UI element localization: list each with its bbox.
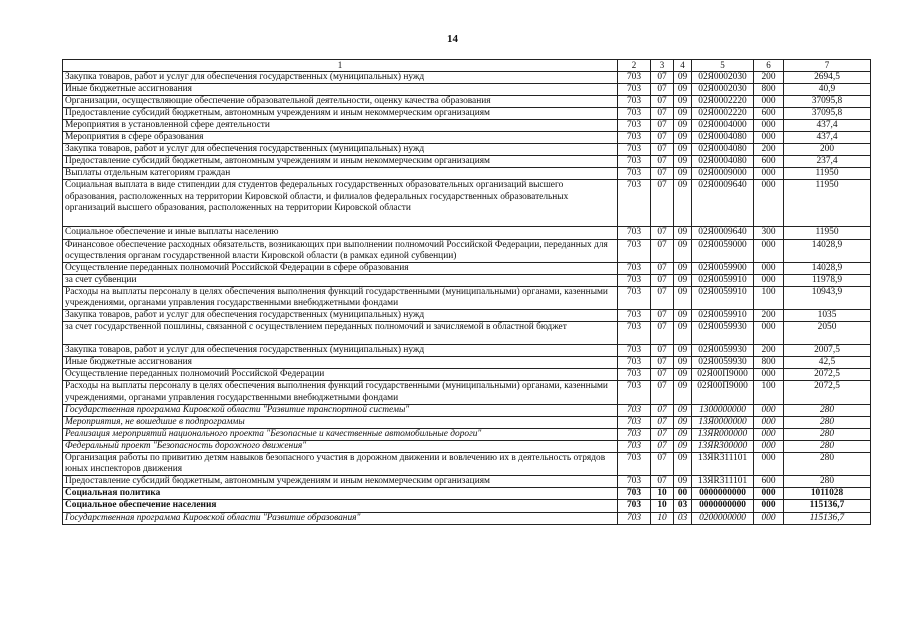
- row-subchapter: 09: [674, 168, 692, 180]
- row-section: 703: [618, 227, 651, 239]
- row-section: 703: [618, 512, 651, 524]
- row-section: 703: [618, 476, 651, 488]
- row-target-code: 02Я0002220: [692, 107, 754, 119]
- row-chapter: 07: [651, 262, 674, 274]
- row-subchapter: 09: [674, 310, 692, 322]
- row-expense-type: 200: [754, 345, 784, 357]
- row-section: 703: [618, 180, 651, 227]
- row-expense-type: 000: [754, 512, 784, 524]
- row-chapter: 07: [651, 107, 674, 119]
- row-section: 703: [618, 488, 651, 500]
- row-amount: 280: [784, 453, 871, 476]
- row-chapter: 07: [651, 453, 674, 476]
- row-amount: 14028,9: [784, 239, 871, 262]
- row-chapter: 07: [651, 322, 674, 345]
- row-target-code: 02Я0002220: [692, 95, 754, 107]
- row-section: 703: [618, 168, 651, 180]
- table-row: [63, 286, 871, 309]
- row-subchapter: 09: [674, 144, 692, 156]
- table-row: [63, 262, 871, 274]
- row-name: Иные бюджетные ассигнования: [63, 357, 618, 369]
- row-subchapter: 00: [674, 488, 692, 500]
- row-amount: 10943,9: [784, 286, 871, 309]
- row-name: Предоставление субсидий бюджетным, автономным учреждениям и иным некоммерческим организациям: [63, 107, 618, 119]
- row-amount: 437,4: [784, 132, 871, 144]
- row-section: 703: [618, 500, 651, 512]
- row-target-code: 02Я0004080: [692, 156, 754, 168]
- row-expense-type: 000: [754, 132, 784, 144]
- row-amount: 2050: [784, 322, 871, 345]
- row-target-code: 02Я0009640: [692, 227, 754, 239]
- row-subchapter: 09: [674, 440, 692, 452]
- row-target-code: 02Я0059930: [692, 357, 754, 369]
- table-row: [63, 500, 871, 512]
- row-target-code: 02Я0009000: [692, 168, 754, 180]
- row-name: Государственная программа Кировской области "Развитие образования": [63, 512, 618, 524]
- row-section: 703: [618, 357, 651, 369]
- row-expense-type: 100: [754, 286, 784, 309]
- table-row: [63, 144, 871, 156]
- row-expense-type: 600: [754, 156, 784, 168]
- table-row: [63, 119, 871, 131]
- row-target-code: 02Я0004000: [692, 119, 754, 131]
- row-target-code: 02Я0004080: [692, 132, 754, 144]
- row-chapter: 07: [651, 428, 674, 440]
- row-chapter: 10: [651, 488, 674, 500]
- row-subchapter: 09: [674, 322, 692, 345]
- row-target-code: 02Я0059910: [692, 310, 754, 322]
- header-cell: 6: [754, 60, 784, 72]
- row-expense-type: 800: [754, 357, 784, 369]
- row-section: 703: [618, 381, 651, 404]
- row-target-code: 02Я0004080: [692, 144, 754, 156]
- row-name: Осуществление переданных полномочий Российской Федерации: [63, 369, 618, 381]
- row-target-code: 0200000000: [692, 512, 754, 524]
- row-chapter: 07: [651, 310, 674, 322]
- row-amount: 280: [784, 416, 871, 428]
- row-section: 703: [618, 71, 651, 83]
- row-name: Организация работы по привитию детям навыков безопасного участия в дорожном движении и вовлечению их в деятельность отрядов юных инспекторов движения: [63, 453, 618, 476]
- row-amount: 11950: [784, 180, 871, 227]
- row-expense-type: 000: [754, 416, 784, 428]
- row-section: 703: [618, 440, 651, 452]
- row-target-code: 02Я0059930: [692, 322, 754, 345]
- row-name: Социальное обеспечение и иные выплаты населению: [63, 227, 618, 239]
- row-target-code: 02Я00П9000: [692, 369, 754, 381]
- row-amount: 1011028: [784, 488, 871, 500]
- row-subchapter: 09: [674, 453, 692, 476]
- row-name: за счет субвенции: [63, 274, 618, 286]
- header-row: [63, 60, 871, 72]
- row-expense-type: 000: [754, 404, 784, 416]
- row-name: Закупка товаров, работ и услуг для обеспечения государственных (муниципальных) нужд: [63, 144, 618, 156]
- row-target-code: 02Я0059910: [692, 286, 754, 309]
- row-name: Мероприятия в установленной сфере деятельности: [63, 119, 618, 131]
- table-row: [63, 440, 871, 452]
- row-section: 703: [618, 286, 651, 309]
- row-name: Предоставление субсидий бюджетным, автономным учреждениям и иным некоммерческим организациям: [63, 476, 618, 488]
- table-row: [63, 428, 871, 440]
- row-amount: 280: [784, 404, 871, 416]
- row-target-code: 13Я0000000: [692, 416, 754, 428]
- table-row: [63, 453, 871, 476]
- row-expense-type: 000: [754, 488, 784, 500]
- table-row: [63, 322, 871, 345]
- row-name: Иные бюджетные ассигнования: [63, 83, 618, 95]
- row-target-code: 13ЯR300000: [692, 440, 754, 452]
- row-expense-type: 600: [754, 476, 784, 488]
- row-section: 703: [618, 345, 651, 357]
- table-row: [63, 357, 871, 369]
- row-target-code: 13ЯR000000: [692, 428, 754, 440]
- row-target-code: 02Я0059900: [692, 262, 754, 274]
- row-section: 703: [618, 107, 651, 119]
- row-name: Социальная политика: [63, 488, 618, 500]
- row-name: Социальная выплата в виде стипендии для студентов федеральных государственных образовательных организаций высшего образования, расположенных на территории Кировской области, и филиалов федеральных государственных образовательных организаций высшего образования, расположенных на территории Кировской области: [63, 180, 618, 227]
- row-name: Федеральный проект "Безопасность дорожного движения": [63, 440, 618, 452]
- row-subchapter: 09: [674, 357, 692, 369]
- row-amount: 37095,8: [784, 107, 871, 119]
- row-expense-type: 200: [754, 71, 784, 83]
- table-row: [63, 512, 871, 524]
- row-section: 703: [618, 428, 651, 440]
- row-amount: 115136,7: [784, 512, 871, 524]
- row-chapter: 07: [651, 71, 674, 83]
- row-subchapter: 09: [674, 428, 692, 440]
- table-row: [63, 83, 871, 95]
- row-chapter: 07: [651, 440, 674, 452]
- table-row: [63, 345, 871, 357]
- row-subchapter: 09: [674, 95, 692, 107]
- row-target-code: 13ЯR311101: [692, 476, 754, 488]
- row-chapter: 07: [651, 369, 674, 381]
- row-subchapter: 09: [674, 416, 692, 428]
- row-section: 703: [618, 453, 651, 476]
- row-chapter: 07: [651, 156, 674, 168]
- table-row: [63, 107, 871, 119]
- header-cell: 5: [692, 60, 754, 72]
- row-name: за счет государственной пошлины, связанной с осуществлением переданных полномочий и зачисляемой в областной бюджет: [63, 322, 618, 345]
- row-name: Реализация мероприятий национального проекта "Безопасные и качественные автомобильные дороги": [63, 428, 618, 440]
- table-row: [63, 227, 871, 239]
- table-row: [63, 132, 871, 144]
- table-row: [63, 404, 871, 416]
- row-chapter: 07: [651, 274, 674, 286]
- row-amount: 115136,7: [784, 500, 871, 512]
- row-section: 703: [618, 239, 651, 262]
- row-target-code: 02Я00П9000: [692, 381, 754, 404]
- table-row: [63, 168, 871, 180]
- row-chapter: 07: [651, 227, 674, 239]
- row-amount: 40,9: [784, 83, 871, 95]
- row-section: 703: [618, 119, 651, 131]
- row-section: 703: [618, 95, 651, 107]
- row-name: Осуществление переданных полномочий Российской Федерации в сфере образования: [63, 262, 618, 274]
- row-chapter: 07: [651, 119, 674, 131]
- row-name: Расходы на выплаты персоналу в целях обеспечения выполнения функций государственными (муниципальными) органами, казенными учреждениями, органами управления государственными внебюджетными фондами: [63, 381, 618, 404]
- row-expense-type: 800: [754, 83, 784, 95]
- header-cell: 4: [674, 60, 692, 72]
- row-subchapter: 09: [674, 227, 692, 239]
- row-expense-type: 000: [754, 440, 784, 452]
- row-expense-type: 000: [754, 180, 784, 227]
- row-chapter: 10: [651, 512, 674, 524]
- row-expense-type: 000: [754, 274, 784, 286]
- row-target-code: 02Я0059910: [692, 274, 754, 286]
- table-row: [63, 381, 871, 404]
- table-row: [63, 180, 871, 227]
- row-section: 703: [618, 322, 651, 345]
- row-target-code: 0000000000: [692, 488, 754, 500]
- row-section: 703: [618, 144, 651, 156]
- header-cell: 7: [784, 60, 871, 72]
- row-name: Закупка товаров, работ и услуг для обеспечения государственных (муниципальных) нужд: [63, 310, 618, 322]
- row-expense-type: 300: [754, 227, 784, 239]
- row-subchapter: 09: [674, 132, 692, 144]
- row-name: Закупка товаров, работ и услуг для обеспечения государственных (муниципальных) нужд: [63, 345, 618, 357]
- row-name: Мероприятия, не вошедшие в подпрограммы: [63, 416, 618, 428]
- row-chapter: 07: [651, 404, 674, 416]
- row-expense-type: 100: [754, 381, 784, 404]
- table-row: [63, 239, 871, 262]
- row-expense-type: 000: [754, 369, 784, 381]
- table-row: [63, 416, 871, 428]
- row-target-code: 02Я0002030: [692, 71, 754, 83]
- table-row: [63, 310, 871, 322]
- row-amount: 237,4: [784, 156, 871, 168]
- row-expense-type: 000: [754, 168, 784, 180]
- row-expense-type: 200: [754, 144, 784, 156]
- table-row: [63, 156, 871, 168]
- row-amount: 2007,5: [784, 345, 871, 357]
- row-expense-type: 200: [754, 310, 784, 322]
- row-expense-type: 000: [754, 500, 784, 512]
- row-expense-type: 000: [754, 322, 784, 345]
- row-amount: 11950: [784, 227, 871, 239]
- row-section: 703: [618, 83, 651, 95]
- row-expense-type: 000: [754, 262, 784, 274]
- row-section: 703: [618, 404, 651, 416]
- row-section: 703: [618, 262, 651, 274]
- header-cell: 3: [651, 60, 674, 72]
- row-expense-type: 000: [754, 428, 784, 440]
- row-amount: 2072,5: [784, 369, 871, 381]
- row-name: Финансовое обеспечение расходных обязательств, возникающих при выполнении полномочий Российской Федерации, переданных для осуществления органам государственной власти Кировской области (в рамках единой субвенции): [63, 239, 618, 262]
- header-cell: 2: [618, 60, 651, 72]
- row-section: 703: [618, 274, 651, 286]
- row-name: Организации, осуществляющие обеспечение образовательной деятельности, оценку качества образования: [63, 95, 618, 107]
- page-number: 14: [447, 33, 458, 45]
- row-target-code: 0000000000: [692, 500, 754, 512]
- row-chapter: 07: [651, 83, 674, 95]
- row-subchapter: 09: [674, 156, 692, 168]
- row-subchapter: 03: [674, 512, 692, 524]
- row-subchapter: 03: [674, 500, 692, 512]
- row-subchapter: 09: [674, 119, 692, 131]
- row-section: 703: [618, 310, 651, 322]
- row-amount: 42,5: [784, 357, 871, 369]
- row-chapter: 07: [651, 286, 674, 309]
- row-chapter: 07: [651, 416, 674, 428]
- row-chapter: 07: [651, 239, 674, 262]
- row-name: Социальное обеспечение населения: [63, 500, 618, 512]
- table-row: [63, 274, 871, 286]
- row-target-code: 02Я0059000: [692, 239, 754, 262]
- row-subchapter: 09: [674, 83, 692, 95]
- row-subchapter: 09: [674, 71, 692, 83]
- row-chapter: 07: [651, 357, 674, 369]
- row-amount: 37095,8: [784, 95, 871, 107]
- table-row: [63, 369, 871, 381]
- row-chapter: 07: [651, 168, 674, 180]
- row-target-code: 1300000000: [692, 404, 754, 416]
- row-name: Государственная программа Кировской области "Развитие транспортной системы": [63, 404, 618, 416]
- row-target-code: 13ЯR311101: [692, 453, 754, 476]
- row-amount: 2694,5: [784, 71, 871, 83]
- row-chapter: 07: [651, 345, 674, 357]
- row-section: 703: [618, 156, 651, 168]
- row-subchapter: 09: [674, 404, 692, 416]
- row-amount: 200: [784, 144, 871, 156]
- row-section: 703: [618, 369, 651, 381]
- row-subchapter: 09: [674, 107, 692, 119]
- row-chapter: 07: [651, 381, 674, 404]
- row-expense-type: 000: [754, 239, 784, 262]
- row-name: Закупка товаров, работ и услуг для обеспечения государственных (муниципальных) нужд: [63, 71, 618, 83]
- row-amount: 14028,9: [784, 262, 871, 274]
- row-chapter: 07: [651, 476, 674, 488]
- row-amount: 11978,9: [784, 274, 871, 286]
- row-chapter: 07: [651, 180, 674, 227]
- row-amount: 280: [784, 476, 871, 488]
- row-subchapter: 09: [674, 345, 692, 357]
- row-amount: 2072,5: [784, 381, 871, 404]
- row-chapter: 10: [651, 500, 674, 512]
- row-section: 703: [618, 416, 651, 428]
- row-subchapter: 09: [674, 262, 692, 274]
- row-name: Мероприятия в сфере образования: [63, 132, 618, 144]
- row-subchapter: 09: [674, 286, 692, 309]
- row-name: Выплаты отдельным категориям граждан: [63, 168, 618, 180]
- table-row: [63, 488, 871, 500]
- row-amount: 11950: [784, 168, 871, 180]
- table-row: [63, 476, 871, 488]
- row-expense-type: 600: [754, 107, 784, 119]
- row-subchapter: 09: [674, 381, 692, 404]
- row-chapter: 07: [651, 95, 674, 107]
- row-name: Расходы на выплаты персоналу в целях обеспечения выполнения функций государственными (муниципальными) органами, казенными учреждениями, органами управления государственными внебюджетными фондами: [63, 286, 618, 309]
- table-row: [63, 95, 871, 107]
- row-target-code: 02Я0009640: [692, 180, 754, 227]
- row-chapter: 07: [651, 144, 674, 156]
- row-amount: 1035: [784, 310, 871, 322]
- row-amount: 437,4: [784, 119, 871, 131]
- row-subchapter: 09: [674, 239, 692, 262]
- budget-table: [62, 59, 871, 525]
- row-amount: 280: [784, 440, 871, 452]
- row-expense-type: 000: [754, 119, 784, 131]
- row-subchapter: 09: [674, 180, 692, 227]
- table-row: [63, 71, 871, 83]
- row-chapter: 07: [651, 132, 674, 144]
- row-section: 703: [618, 132, 651, 144]
- row-target-code: 02Я0002030: [692, 83, 754, 95]
- row-expense-type: 000: [754, 95, 784, 107]
- row-subchapter: 09: [674, 274, 692, 286]
- header-cell: 1: [63, 60, 618, 72]
- row-expense-type: 000: [754, 453, 784, 476]
- row-amount: 280: [784, 428, 871, 440]
- row-subchapter: 09: [674, 476, 692, 488]
- row-target-code: 02Я0059930: [692, 345, 754, 357]
- row-subchapter: 09: [674, 369, 692, 381]
- row-name: Предоставление субсидий бюджетным, автономным учреждениям и иным некоммерческим организациям: [63, 156, 618, 168]
